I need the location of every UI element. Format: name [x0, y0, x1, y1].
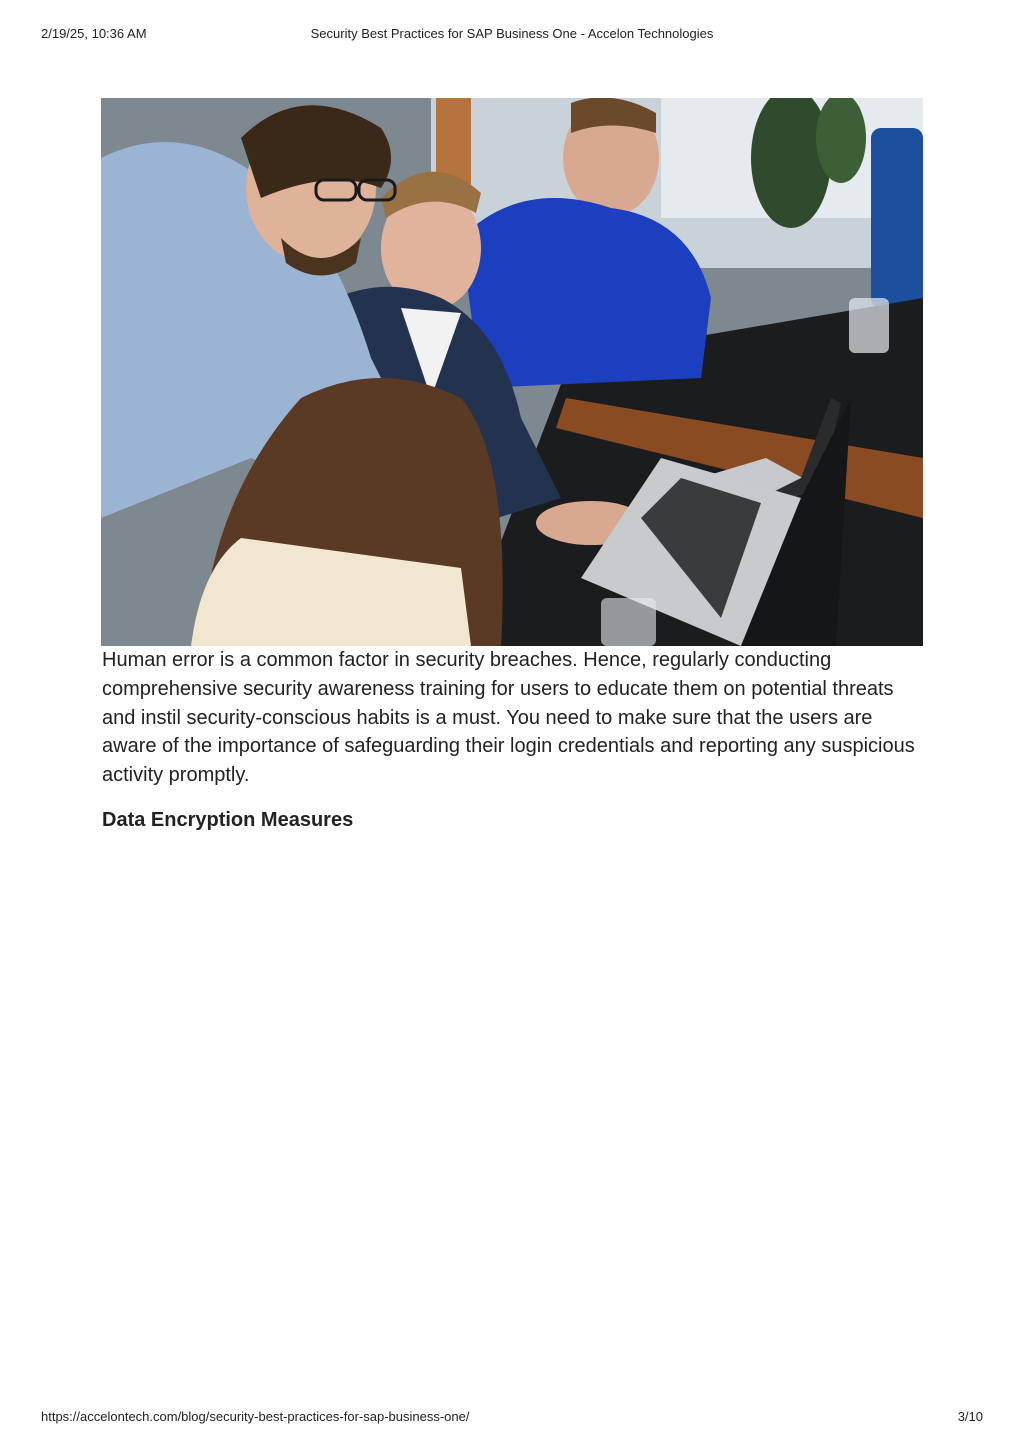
- team-meeting-photo: [101, 98, 923, 646]
- print-page-url: https://accelontech.com/blog/security-best-practices-for-sap-business-one/: [41, 1409, 470, 1424]
- print-page-title: Security Best Practices for SAP Business One - Accelon Technologies: [310, 26, 714, 41]
- print-page-number: 3/10: [957, 1409, 983, 1424]
- article-photo: [101, 98, 923, 646]
- print-header: [41, 26, 983, 42]
- section-heading: Data Encryption Measures: [102, 809, 354, 831]
- print-datetime: 2/19/25, 10:36 AM: [41, 26, 147, 41]
- print-footer: [41, 1409, 983, 1425]
- article-paragraph: Human error is a common factor in security breaches. Hence, regularly conducting comprehensive security awareness training for users to educate them on potential threats and instil security-conscious habits is a must. You need to make sure that the users are aware of the importance of safeguarding their login credentials and reporting any suspicious activity promptly.: [102, 649, 915, 787]
